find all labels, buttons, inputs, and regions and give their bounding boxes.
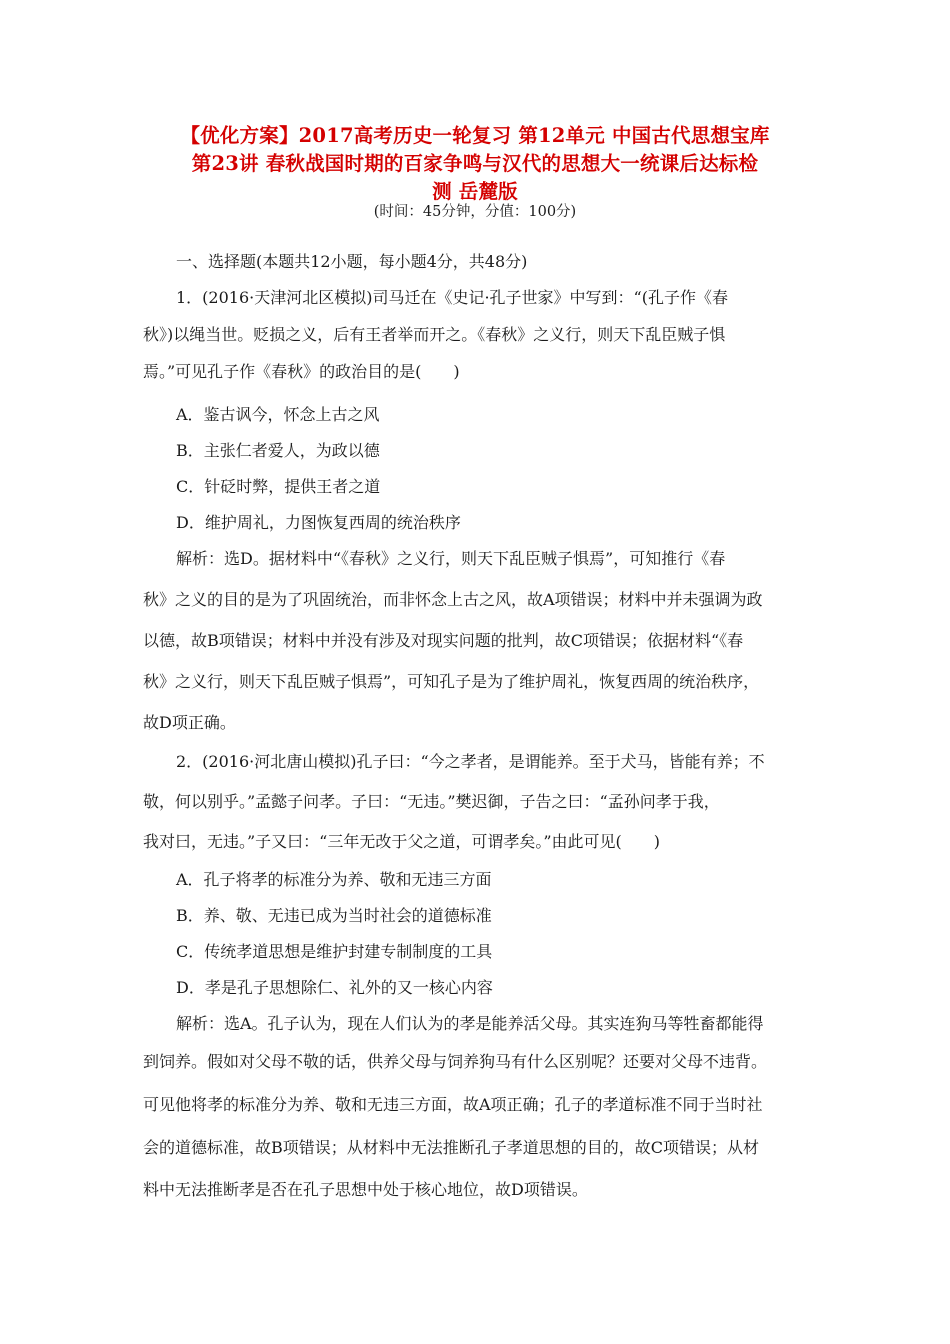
title-line-2: 第23讲 春秋战国时期的百家争鸣与汉代的思想大一统课后达标检 (191, 152, 759, 175)
q2-option-c: C．传统孝道思想是维护封建专制制度的工具 (176, 942, 493, 961)
q2-stem-line-3: 我对曰，无违。”子又曰：“三年无改于父之道，可谓孝矣。”由此可见( ) (143, 832, 661, 851)
title-line-1: 【优化方案】2017高考历史一轮复习 第12单元 中国古代思想宝库 (180, 124, 770, 147)
q1-analysis-line-2: 秋》之义的目的是为了巩固统治，而非怀念上古之风，故A项错误；材料中并未强调为政 (143, 590, 763, 609)
section-heading: 一、选择题(本题共12小题，每小题4分，共48分) (176, 252, 528, 271)
title-line-3: 测 岳麓版 (432, 180, 518, 203)
q2-option-b: B．养、敬、无违已成为当时社会的道德标准 (176, 906, 492, 925)
time-score-note: (时间：45分钟，分值：100分) (373, 204, 577, 220)
q1-stem-line-1: 1．(2016·天津河北区模拟)司马迁在《史记·孔子世家》中写到：“(孔子作《春 (176, 288, 728, 307)
q1-stem-line-3: 焉。”可见孔子作《春秋》的政治目的是( ) (143, 362, 460, 381)
q2-analysis-line-2: 到饲养。假如对父母不敬的话，供养父母与饲养狗马有什么区别呢？还要对父母不违背。 (143, 1052, 768, 1071)
q1-option-b: B．主张仁者爱人，为政以德 (176, 441, 380, 460)
q1-analysis-line-5: 故D项正确。 (143, 713, 236, 732)
q1-analysis-line-1: 解析：选D。据材料中“《春秋》之义行，则天下乱臣贼子惧焉”，可知推行《春 (176, 549, 726, 568)
q1-option-c: C．针砭时弊，提供王者之道 (176, 477, 381, 496)
q2-analysis-line-1: 解析：选A。孔子认为，现在人们认为的孝是能养活父母。其实连狗马等牲畜都能得 (176, 1014, 764, 1033)
q2-stem-line-2: 敬，何以别乎。”孟懿子问孝。子曰：“无违。”樊迟御，子告之曰：“孟孙问孝于我， (143, 792, 720, 811)
q1-option-a: A．鉴古讽今，怀念上古之风 (176, 405, 380, 424)
q2-analysis-line-4: 会的道德标准，故B项错误；从材料中无法推断孔子孝道思想的目的，故C项错误；从材 (143, 1138, 760, 1157)
q1-stem-line-2: 秋》)以绳当世。贬损之义，后有王者举而开之。《春秋》之义行，则天下乱臣贼子惧 (143, 325, 726, 344)
q2-stem-line-1: 2．(2016·河北唐山模拟)孔子曰：“今之孝者，是谓能养。至于犬马，皆能有养；不 (176, 752, 765, 771)
q1-analysis-line-3: 以德，故B项错误；材料中并没有涉及对现实问题的批判，故C项错误；依据材料“《春 (143, 631, 744, 650)
q1-analysis-line-4: 秋》之义行，则天下乱臣贼子惧焉”，可知孔子是为了维护周礼，恢复西周的统治秩序， (143, 672, 760, 691)
q1-option-d: D．维护周礼，力图恢复西周的统治秩序 (176, 513, 461, 532)
q2-option-d: D．孝是孔子思想除仁、礼外的又一核心内容 (176, 978, 493, 997)
q2-analysis-line-3: 可见他将孝的标准分为养、敬和无违三方面，故A项正确；孔子的孝道标准不同于当时社 (143, 1095, 763, 1114)
q2-analysis-line-5: 料中无法推断孝是否在孔子思想中处于核心地位，故D项错误。 (143, 1180, 588, 1199)
q2-option-a: A．孔子将孝的标准分为养、敬和无违三方面 (176, 870, 492, 889)
